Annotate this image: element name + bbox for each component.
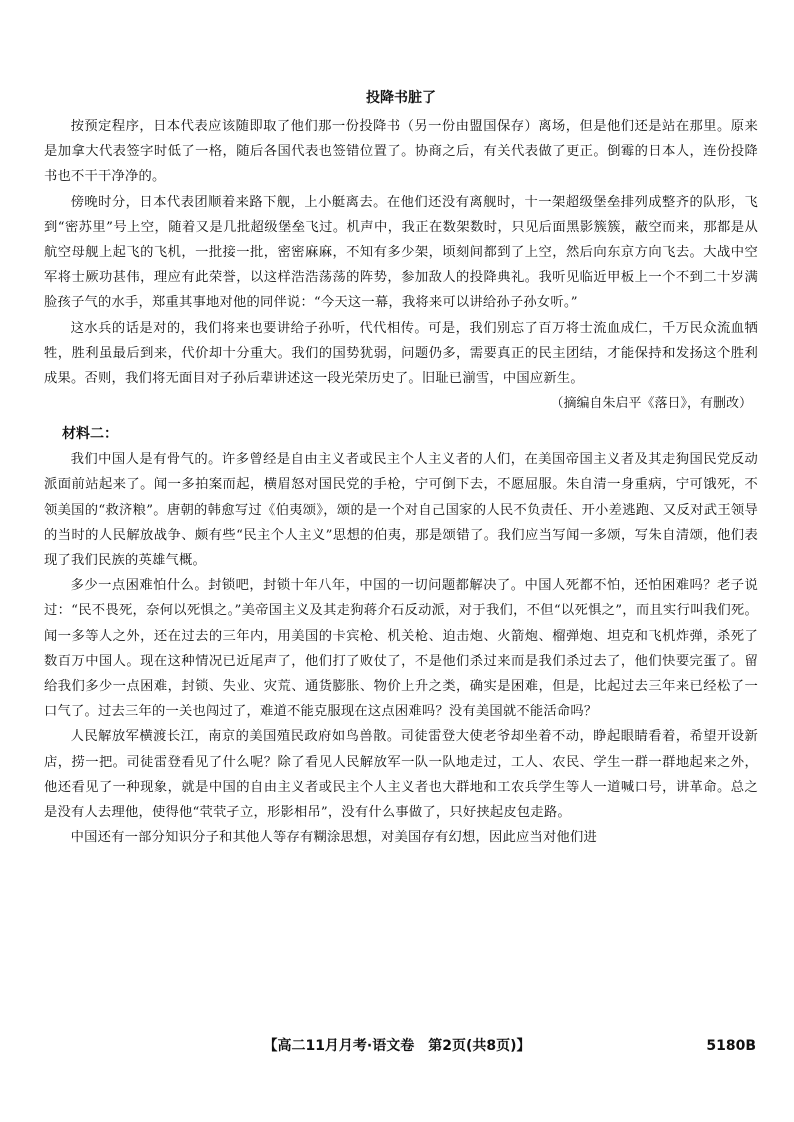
article-paragraph-1: 按预定程序，日本代表应该随即取了他们那一份投降书（另一份由盟国保存）离场，但是他们还是站在那里。原来是加拿大代表签字时低了一格，随后各国代表也签错位置了。协商之后，有关代表做了更正。倒霉的日本人，连份投降书也不干干净净的。 xyxy=(44,119,758,185)
article-source: （摘编自朱启平《落日》，有删改） xyxy=(550,396,752,412)
article-paragraph-3: 这水兵的话是对的，我们将来也要讲给子孙听，代代相传。可是，我们别忘了百万将士流血成仁，千万民众流血牺牲，胜利虽最后到来，代价却十分重大。我们的国势犹弱，问题仍多，需要真正的民主团结，才能保持和发扬这个胜利成果。否则，我们将无面目对子孙后辈讲述这一段光荣历史了。旧耻已湔雪，中国应新生。 xyxy=(44,320,758,387)
material-2-paragraph-1: 我们中国人是有骨气的。许多曾经是自由主义者或民主个人主义者的人们，在美国帝国主义者及其走狗国民党反动派面前站起来了。闻一多拍案而起，横眉怒对国民党的手枪，宁可倒下去，不愿屈服。朱自清一身重病，宁可饿死，不领美国的“救济粮”。唐朝的韩愈写过《伯夷颂》，颂的是一个对自己国家的人民不负责任、开小差逃跑、又反对武王领导的当时的人民解放战争、颇有些“民主个人主义”思想的伯夷，那是颂错了。我们应当写闻一多颂，写朱自清颂，他们表现了我们民族的英雄气概。 xyxy=(44,452,758,569)
footer-exam-info: 【高二11月月考·语文卷 第2页(共8页)】 xyxy=(263,1038,531,1054)
footer-paper-code: 5180B xyxy=(706,1038,756,1054)
article-title: 投降书脏了 xyxy=(366,90,436,106)
material-2-paragraph-3: 人民解放军横渡长江，南京的美国殖民政府如鸟兽散。司徒雷登大使老爷却坐着不动，睁起眼睛看着，希望开设新店，捞一把。司徒雷登看见了什么呢？除了看见人民解放军一队一队地走过，工人、农民、学生一群一群地起来之外，他还看见了一种现象，就是中国的自由主义者或民主个人主义者也大群地和工农兵学生等人一道喊口号，讲革命。总之是没有人去理他，使得他“茕茕孑立，形影相吊”，没有什么事做了，只好挟起皮包走路。 xyxy=(44,729,758,821)
material-2-label: 材料二： xyxy=(62,426,118,443)
material-2-paragraph-2: 多少一点困难怕什么。封锁吧，封锁十年八年，中国的一切问题都解决了。中国人死都不怕，还怕困难吗？老子说过：“民不畏死，奈何以死惧之。”美帝国主义及其走狗蒋介石反动派，对于我们，不但“以死惧之”，而且实行叫我们死。闻一多等人之外，还在过去的三年内，用美国的卡宾枪、机关枪、迫击炮、火箭炮、榴弹炮、坦克和飞机炸弹，杀死了数百万中国人。现在这种情况已近尾声了，他们打了败仗了，不是他们杀过来而是我们杀过去了，他们快要完蛋了。留给我们多少一点困难，封锁、失业、灾荒、通货膨胀、物价上升之类，确实是困难，但是，比起过去三年来已经松了一口气了。过去三年的一关也闯过了，难道不能克服现在这点困难吗？没有美国就不能活命吗？ xyxy=(44,578,758,720)
page-footer xyxy=(0,1034,794,1058)
material-2-paragraph-4: 中国还有一部分知识分子和其他人等存有糊涂思想，对美国存有幻想，因此应当对他们进 xyxy=(70,830,597,846)
article-paragraph-2: 傍晚时分，日本代表团顺着来路下舰，上小艇离去。在他们还没有离舰时，十一架超级堡垒排列成整齐的队形，飞到“密苏里”号上空，随着又是几批超级堡垒飞过。机声中，我正在数架数时，只见后面黑影簇簇，蔽空而来，那都是从航空母舰上起飞的飞机，一批接一批，密密麻麻，不知有多少架，顷刻间都到了上空，然后向东京方向飞去。大战中空军将士厥功甚伟，理应有此荣誉，以这样浩浩荡荡的阵势，参加敌人的投降典礼。我听见临近甲板上一个不到二十岁满脸孩子气的水手，郑重其事地对他的同伴说：“今天这一幕，我将来可以讲给孙子孙女听。” xyxy=(44,194,758,311)
